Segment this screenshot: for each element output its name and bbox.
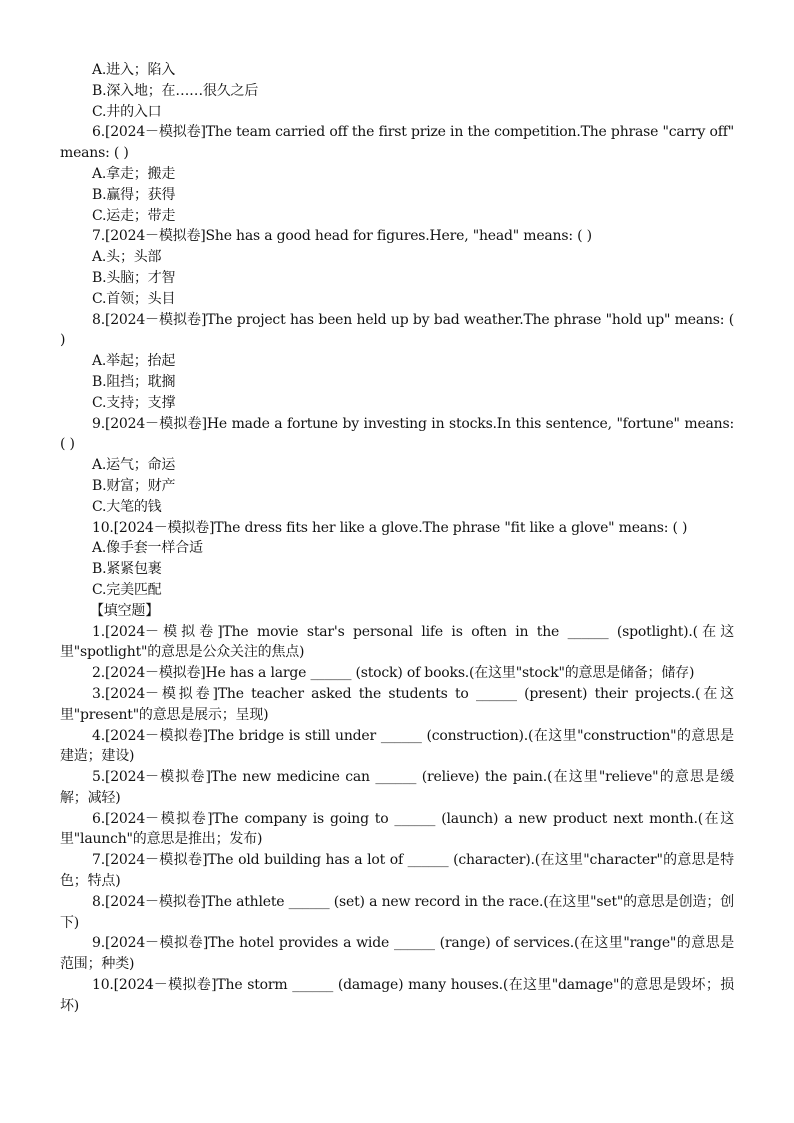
option-line: B.深入地；在……很久之后	[92, 82, 259, 99]
question-line: 3.[2024－模拟卷]The teacher asked the students to ______ (present) their projects.(在这里"present"的意思是展示；呈现)	[60, 685, 734, 723]
option-line: C.运走；带走	[92, 207, 176, 224]
option-line: A.头；头部	[92, 249, 162, 266]
question-line: 1.[2024－模拟卷]The movie star's personal life is often in the ______ (spotlight).(在这里"spotlight"的意思是公众关注的焦点)	[60, 623, 734, 661]
question-line: 6.[2024－模拟卷]The team carried off the first prize in the competition.The phrase "carry off" means: ( )	[60, 124, 739, 162]
question-line: 4.[2024－模拟卷]The bridge is still under ______ (construction).(在这里"construction"的意思是建造；建设)	[60, 727, 734, 765]
question-line: 9.[2024－模拟卷]The hotel provides a wide ______ (range) of services.(在这里"range"的意思是范围；种类)	[60, 935, 734, 973]
option-line: C.首领；头目	[92, 290, 176, 307]
question-line: 9.[2024－模拟卷]He made a fortune by investing in stocks.In this sentence, "fortune" means: ( )	[60, 415, 739, 453]
question-line: 7.[2024－模拟卷]She has a good head for figures.Here, "head" means: ( )	[92, 228, 592, 245]
question-line: 8.[2024－模拟卷]The project has been held up by bad weather.The phrase "hold up" means: ( )	[60, 311, 739, 349]
option-line: B.赢得；获得	[92, 186, 176, 203]
option-line: B.头脑；才智	[92, 269, 176, 286]
option-line: A.举起；抬起	[92, 353, 176, 370]
option-line: A.进入；陷入	[92, 62, 176, 78]
question-line: 10.[2024－模拟卷]The storm ______ (damage) many houses.(在这里"damage"的意思是毁坏；损坏)	[60, 977, 734, 1014]
option-line: C.大笔的钱	[92, 498, 162, 515]
option-line: C.支持；支撑	[92, 394, 176, 411]
section-heading: 【填空题】	[90, 602, 159, 619]
option-line: C.井的入口	[92, 103, 162, 120]
option-line: B.财富；财产	[92, 477, 176, 494]
option-line: A.像手套一样合适	[92, 540, 203, 557]
question-line: 7.[2024－模拟卷]The old building has a lot of ______ (character).(在这里"character"的意思是特色；特点)	[60, 852, 734, 890]
question-line: 10.[2024－模拟卷]The dress fits her like a glove.The phrase "fit like a glove" means: ( )	[92, 519, 688, 536]
document-body	[60, 60, 739, 1017]
option-line: A.运气；命运	[92, 457, 176, 474]
option-line: B.紧紧包裹	[92, 561, 162, 578]
question-line: 6.[2024－模拟卷]The company is going to ______ (launch) a new product next month.(在这里"launch"的意思是推出；发布)	[60, 810, 734, 848]
option-line: A.拿走；搬走	[92, 165, 176, 182]
option-line: C.完美匹配	[92, 581, 162, 598]
question-line: 5.[2024－模拟卷]The new medicine can ______ (relieve) the pain.(在这里"relieve"的意思是缓解；减轻)	[60, 769, 734, 806]
option-line: B.阻挡；耽搁	[92, 373, 176, 390]
question-line: 8.[2024－模拟卷]The athlete ______ (set) a new record in the race.(在这里"set"的意思是创造；创下)	[60, 893, 734, 931]
question-line: 2.[2024－模拟卷]He has a large ______ (stock) of books.(在这里"stock"的意思是储备；储存)	[92, 665, 695, 682]
